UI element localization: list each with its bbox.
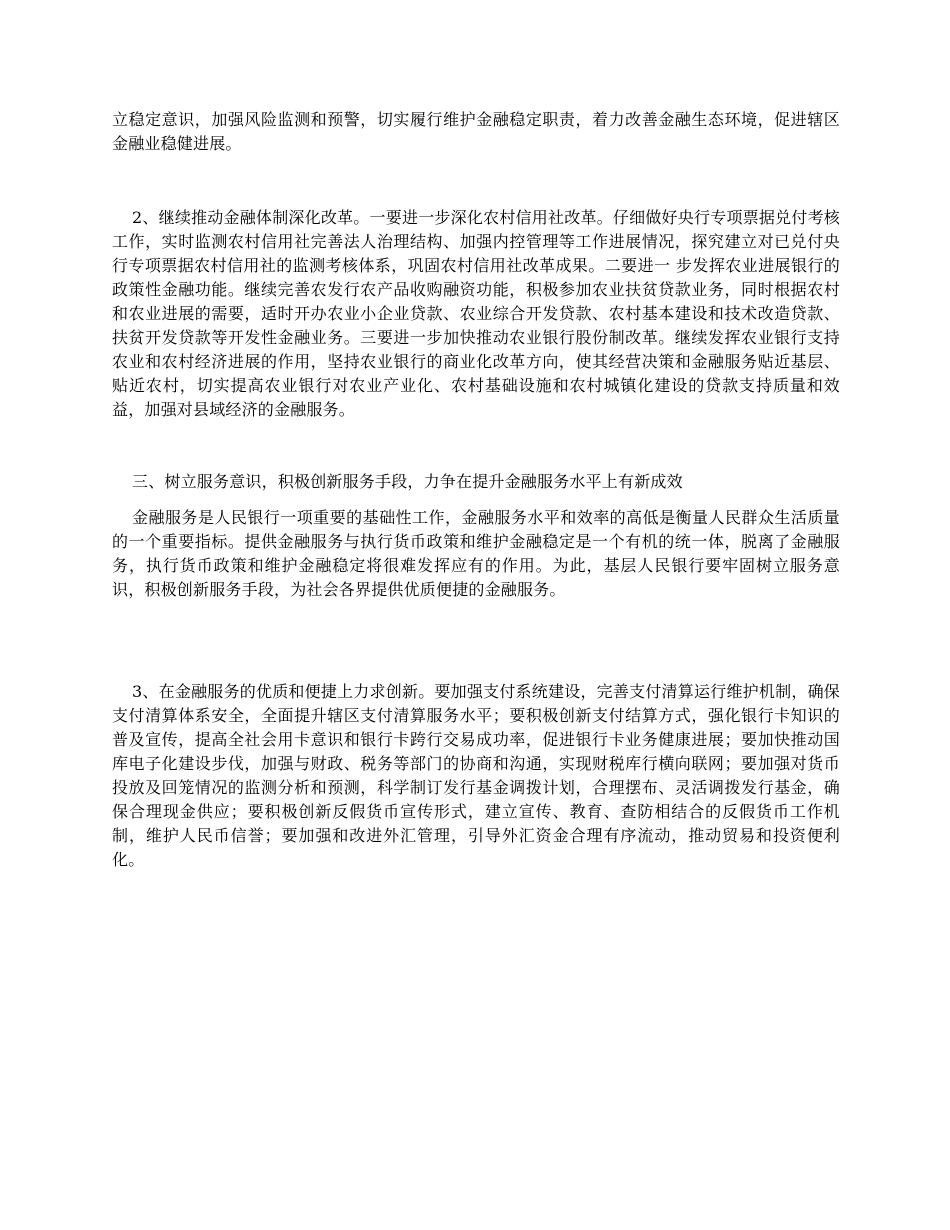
paragraph-item-3: 3、在金融服务的优质和便捷上力求创新。要加强支付系统建设，完善支付清算运行维护机制，确保支付清算体系安全，全面提升辖区支付清算服务水平；要积极创新支付结算方式，强化银行卡知识的普及宣传，提高全社会用卡意识和银行卡跨行交易成功率，促进银行卡业务健康进展；要加快推动国库电子化建设步伐，加强与财政、税务等部门的协商和沟通，实现财税库行横向联网；要加强对货币投放及回笼情况的监测分析和预测，科学制订发行基金调拨计划，合理摆布、灵活调拨发行基金，确保合理现金供应；要积极创新反假货币宣传形式，建立宣传、教育、查防相结合的反假货币工作机制，维护人民币信誉；要加强和改进外汇管理，引导外汇资金合理有序流动，推动贸易和投资便利化。 (112, 682, 840, 869)
document-page (112, 108, 840, 872)
paragraph-service-intro: 金融服务是人民银行一项重要的基础性工作，金融服务水平和效率的高低是衡量人民群众生活质量的一个重要指标。提供金融服务与执行货币政策和维护金融稳定是一个有机的统一体，脱离了金融服务，执行货币政策和维护金融稳定将很难发挥应有的作用。为此，基层人民银行要牢固树立服务意识，积极创新服务手段，为社会各界提供优质便捷的金融服务。 (112, 508, 840, 599)
paragraph-item-2: 2、继续推动金融体制深化改革。一要进一步深化农村信用社改革。仔细做好央行专项票据兑付考核工作，实时监测农村信用社完善法人治理结构、加强内控管理等工作进展情况，探究建立对已兑付央行专项票据农村信用社的监测考核体系，巩固农村信用社改革成果。二要进一 步发挥农业进展银行的政策性金融功能。继续完善农发行农产品收购融资功能，积极参加农业扶贫贷款业务，同时根据农村和农业进展的需要，适时开办农业小企业贷款、农业综合开发贷款、农村基本建设和技术改造贷款、扶贫开发贷款等开发性金融业务。三要进一步加快推动农业银行股份制改革。继续发挥农业银行支持农业和农村经济进展的作用，坚持农业银行的商业化改革方向，使其经营决策和金融服务贴近基层、贴近农村，切实提高农业银行对农业产业化、农村基础设施和农村城镇化建设的贷款支持质量和效益，加强对县域经济的金融服务。 (112, 208, 840, 419)
paragraph-continued: 立稳定意识，加强风险监测和预警，切实履行维护金融稳定职责，着力改善金融生态环境，促进辖区金融业稳健进展。 (112, 110, 840, 153)
section-heading-3: 三、树立服务意识，积极创新服务手段，力争在提升金融服务水平上有新成效 (132, 472, 683, 491)
